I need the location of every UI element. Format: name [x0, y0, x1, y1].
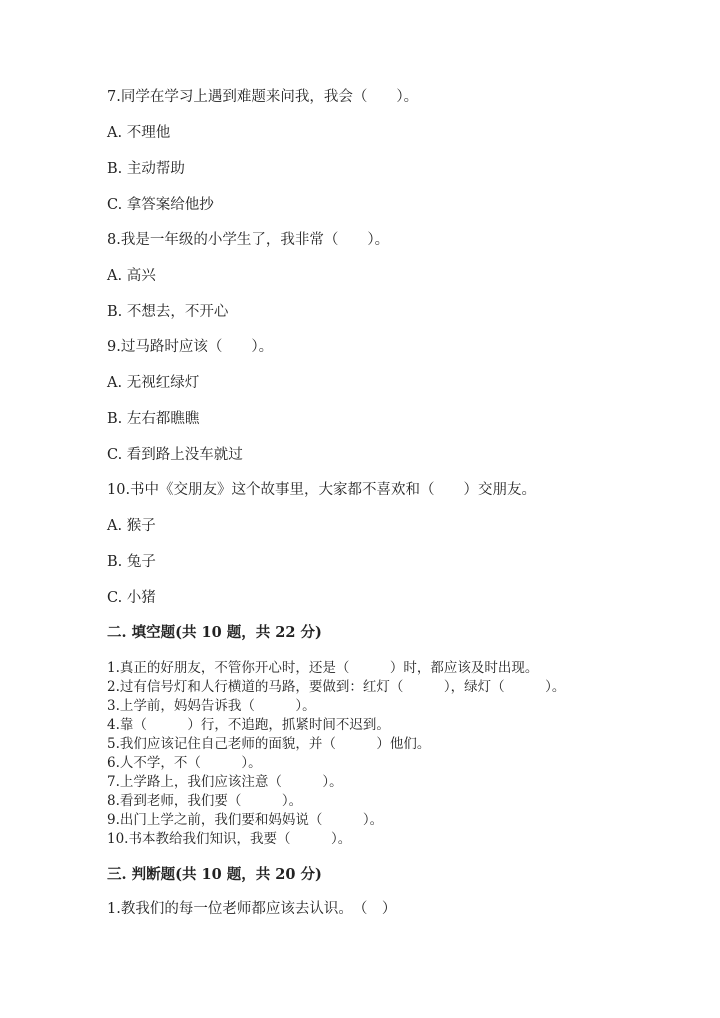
question-9-option-b: B. 左右都瞧瞧: [107, 411, 200, 427]
judge-item-1: 1.教我们的每一位老师都应该去认识。 （ ）: [107, 901, 397, 917]
fill-item-8: 8.看到老师，我们要（ ）。: [107, 793, 303, 809]
fill-item-10: 10.书本教给我们知识，我要（ ）。: [107, 831, 352, 847]
fill-item-9: 9.出门上学之前，我们要和妈妈说（ ）。: [107, 812, 384, 828]
question-8-option-b: B. 不想去，不开心: [107, 304, 229, 320]
question-9-stem: 9.过马路时应该（ ）。: [107, 339, 274, 355]
fill-item-1: 1.真正的好朋友，不管你开心时，还是（ ）时，都应该及时出现。: [107, 660, 539, 676]
question-10-option-b: B. 兔子: [107, 554, 156, 570]
question-10-stem: 10.书中《交朋友》这个故事里，大家都不喜欢和（ ）交朋友。: [107, 482, 537, 498]
question-9-option-c: C. 看到路上没车就过: [107, 447, 243, 463]
section-3-title: 三. 判断题(共 10 题，共 20 分): [107, 866, 322, 883]
question-7-option-a: A. 不理他: [107, 125, 171, 141]
fill-item-3: 3.上学前，妈妈告诉我（ ）。: [107, 698, 316, 714]
question-10-option-c: C. 小猪: [107, 590, 156, 606]
question-8-option-a: A. 高兴: [107, 268, 156, 284]
fill-item-6: 6.人不学，不（ ）。: [107, 755, 262, 771]
fill-item-7: 7.上学路上，我们应该注意（ ）。: [107, 774, 343, 790]
fill-item-4: 4.靠（ ）行，不追跑，抓紧时间不迟到。: [107, 717, 390, 733]
question-8-stem: 8.我是一年级的小学生了，我非常（ ）。: [107, 232, 390, 248]
question-7-option-b: B. 主动帮助: [107, 161, 185, 177]
fill-item-2: 2.过有信号灯和人行横道的马路，要做到：红灯（ ），绿灯（ ）。: [107, 679, 566, 695]
section-2-title: 二. 填空题(共 10 题，共 22 分): [107, 624, 322, 641]
question-9-option-a: A. 无视红绿灯: [107, 375, 200, 391]
question-10-option-a: A. 猴子: [107, 518, 156, 534]
question-7-stem: 7.同学在学习上遇到难题来问我，我会（ ）。: [107, 89, 419, 105]
question-7-option-c: C. 拿答案给他抄: [107, 197, 214, 213]
fill-item-5: 5.我们应该记住自己老师的面貌，并（ ）他们。: [107, 736, 431, 752]
